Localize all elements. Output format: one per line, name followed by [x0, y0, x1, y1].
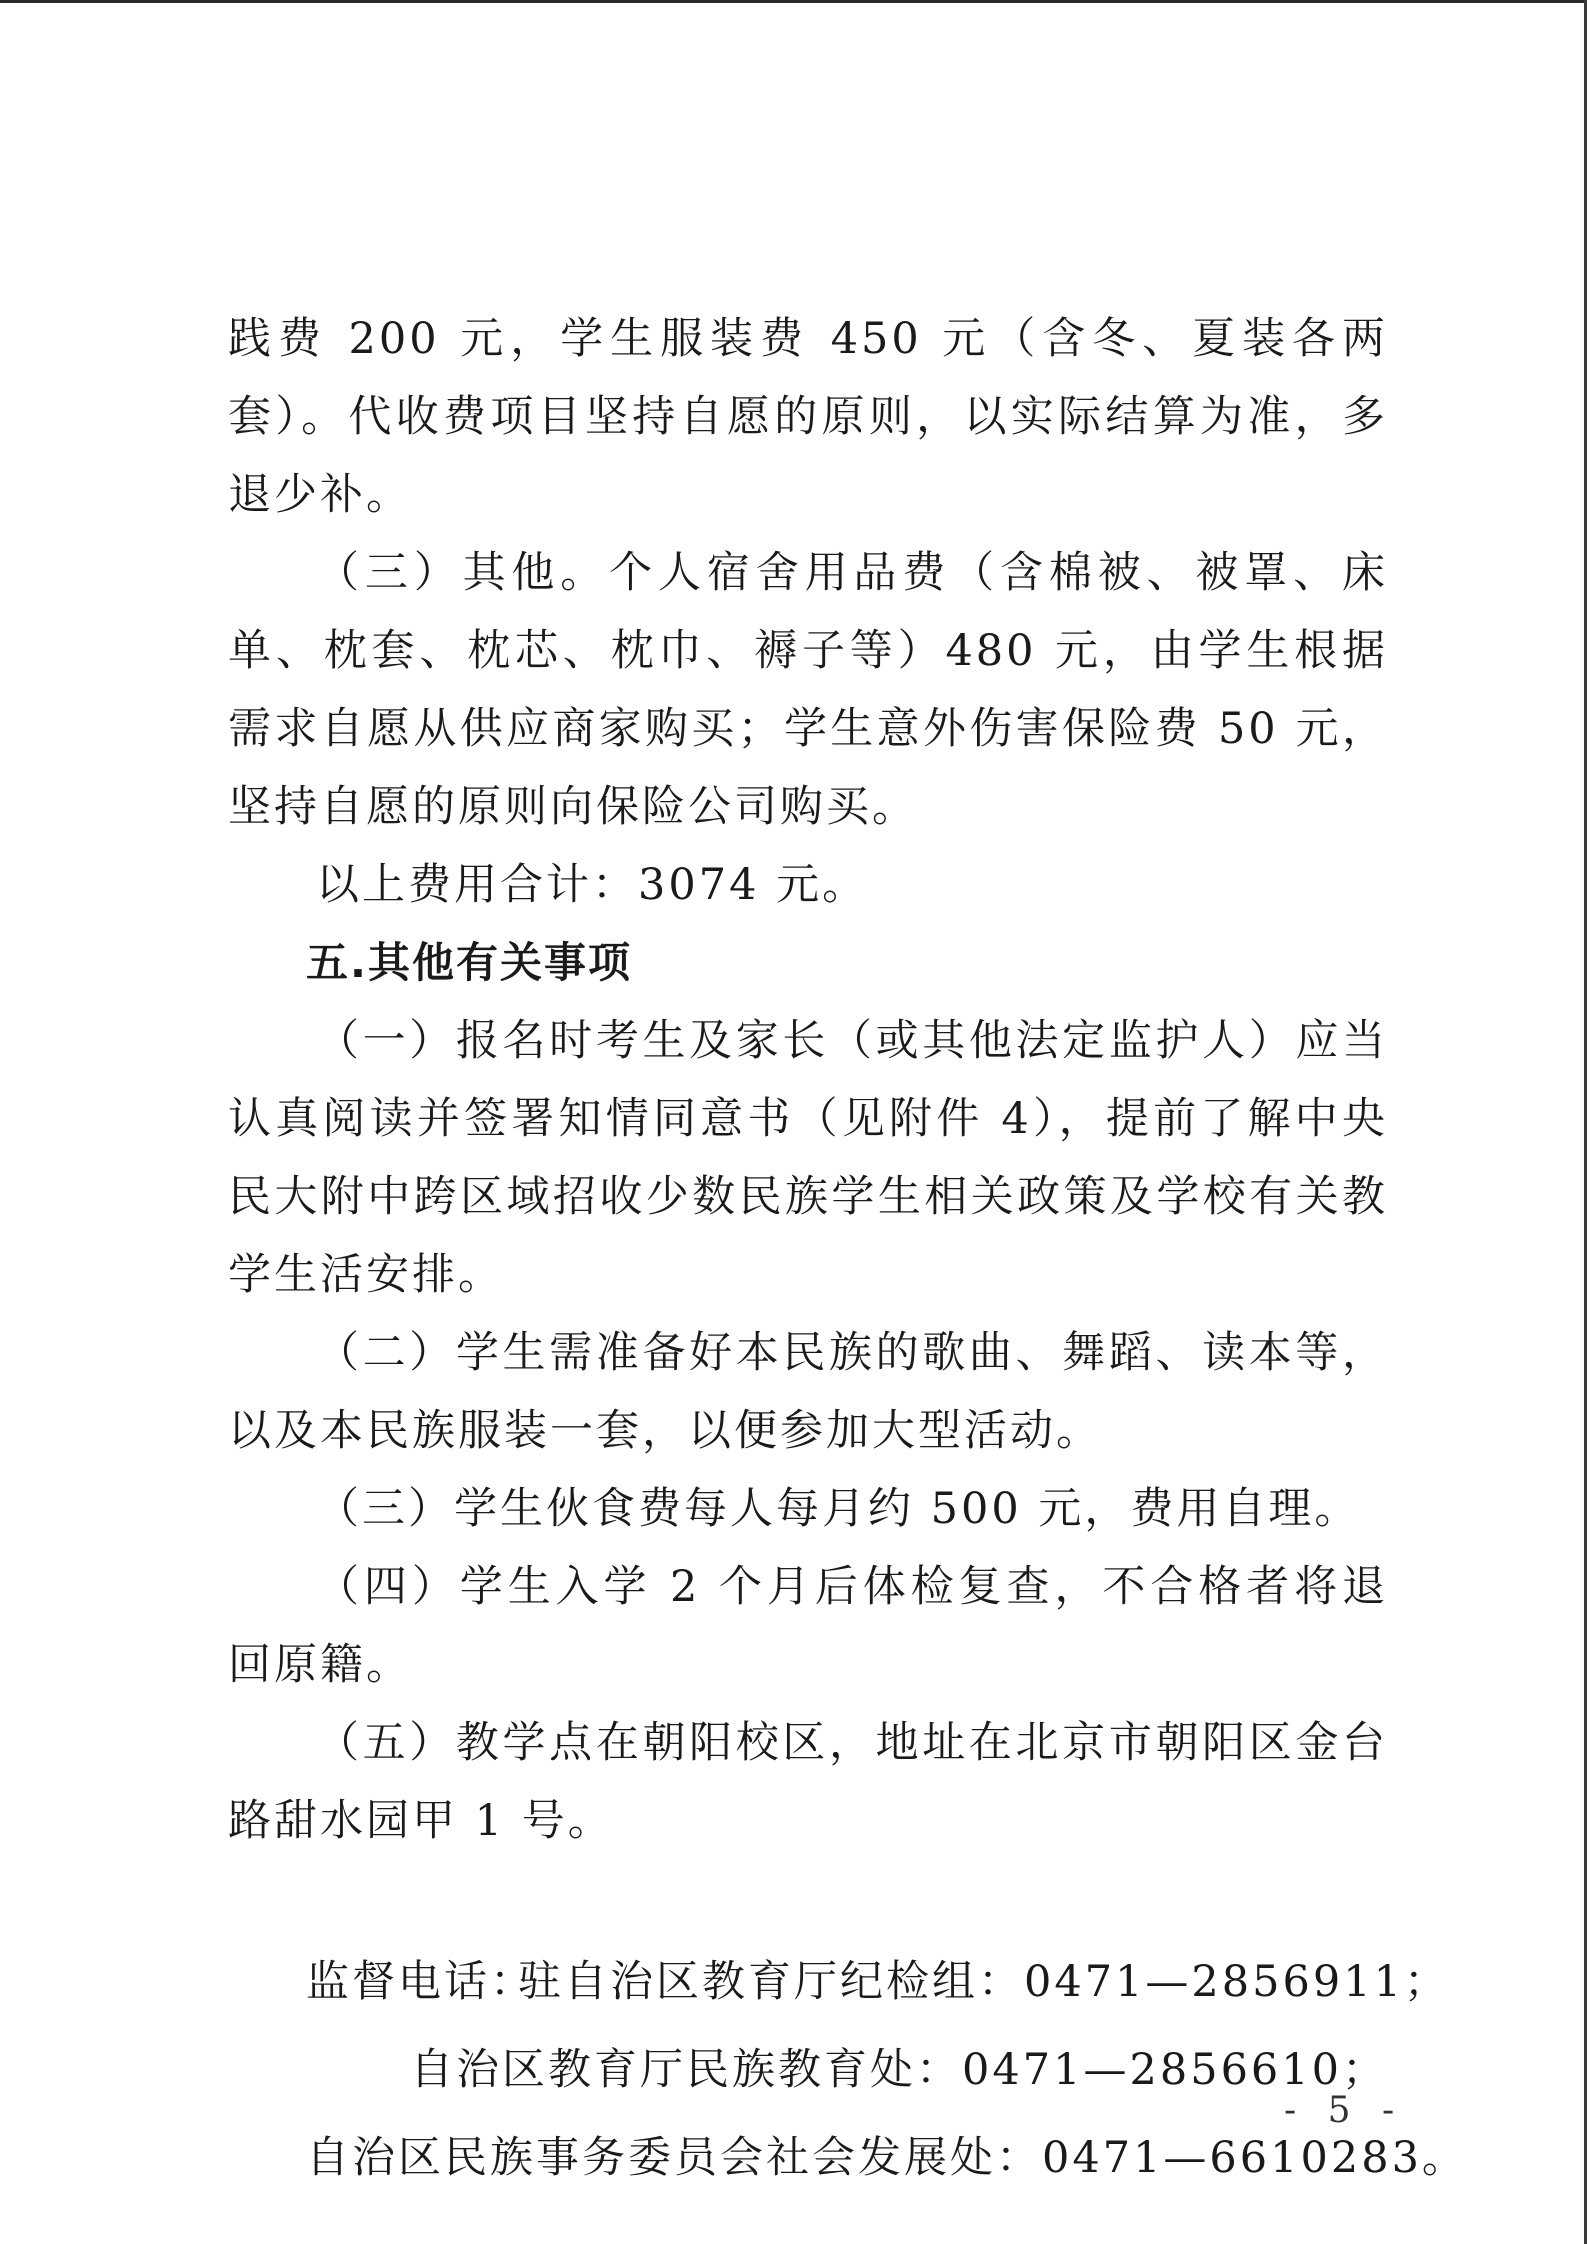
fee-total-paragraph: 以上费用合计：3074 元。 [316, 860, 869, 910]
contact-label: 监督电话： [306, 1957, 536, 2007]
section-five-item-1: （一）报名时考生及家长（或其他法定监护人）应当认真阅读并签署知情同意书（见附件 4），提前了解中央民大附中跨区域招收少数民族学生相关政策及学校有关教学生活安排。 [228, 1016, 1388, 1300]
contact-line: 驻自治区教育厅纪检组：0471—2856911； [518, 1957, 1450, 2007]
section-five-heading: 五.其他有关事项 [306, 938, 632, 987]
document-body [228, 300, 1468, 2202]
contact-indent [228, 2114, 306, 2202]
scan-edge-top [0, 0, 1587, 3]
contact-row [228, 2026, 1388, 2114]
section-five-item-3: （三）学生伙食费每人每月约 500 元，费用自理。 [316, 1484, 1361, 1534]
contact-line: 自治区民族事务委员会社会发展处：0471—6610283。 [306, 2133, 1468, 2183]
fee-continuation-paragraph: 践费 200 元，学生服装费 450 元（含冬、夏装各两套）。代收费项目坚持自愿的原则，以实际结算为准，多退少补。 [228, 314, 1388, 520]
section-five-item-2: （二）学生需准备好本民族的歌曲、舞蹈、读本等，以及本民族服装一套，以便参加大型活动。 [228, 1328, 1388, 1456]
other-fees-paragraph: （三）其他。个人宿舍用品费（含棉被、被罩、床单、枕套、枕芯、枕巾、褥子等）480 元，由学生根据需求自愿从供应商家购买；学生意外伤害保险费 50 元，坚持自愿的原则向保险公司购买。 [228, 548, 1388, 832]
page-number: - 5 - [1284, 2090, 1405, 2131]
contact-row [228, 1938, 1450, 2026]
contact-row [228, 2114, 1468, 2202]
section-five-item-5: （五）教学点在朝阳校区，地址在北京市朝阳区金台路甜水园甲 1 号。 [228, 1718, 1388, 1846]
spacer [228, 1860, 1388, 1938]
section-five-item-4: （四）学生入学 2 个月后体检复查，不合格者将退回原籍。 [228, 1562, 1388, 1690]
supervision-contacts [228, 1938, 1468, 2202]
contact-indent [228, 2026, 410, 2114]
contact-line: 自治区教育厅民族教育处：0471—2856610； [410, 2045, 1388, 2095]
